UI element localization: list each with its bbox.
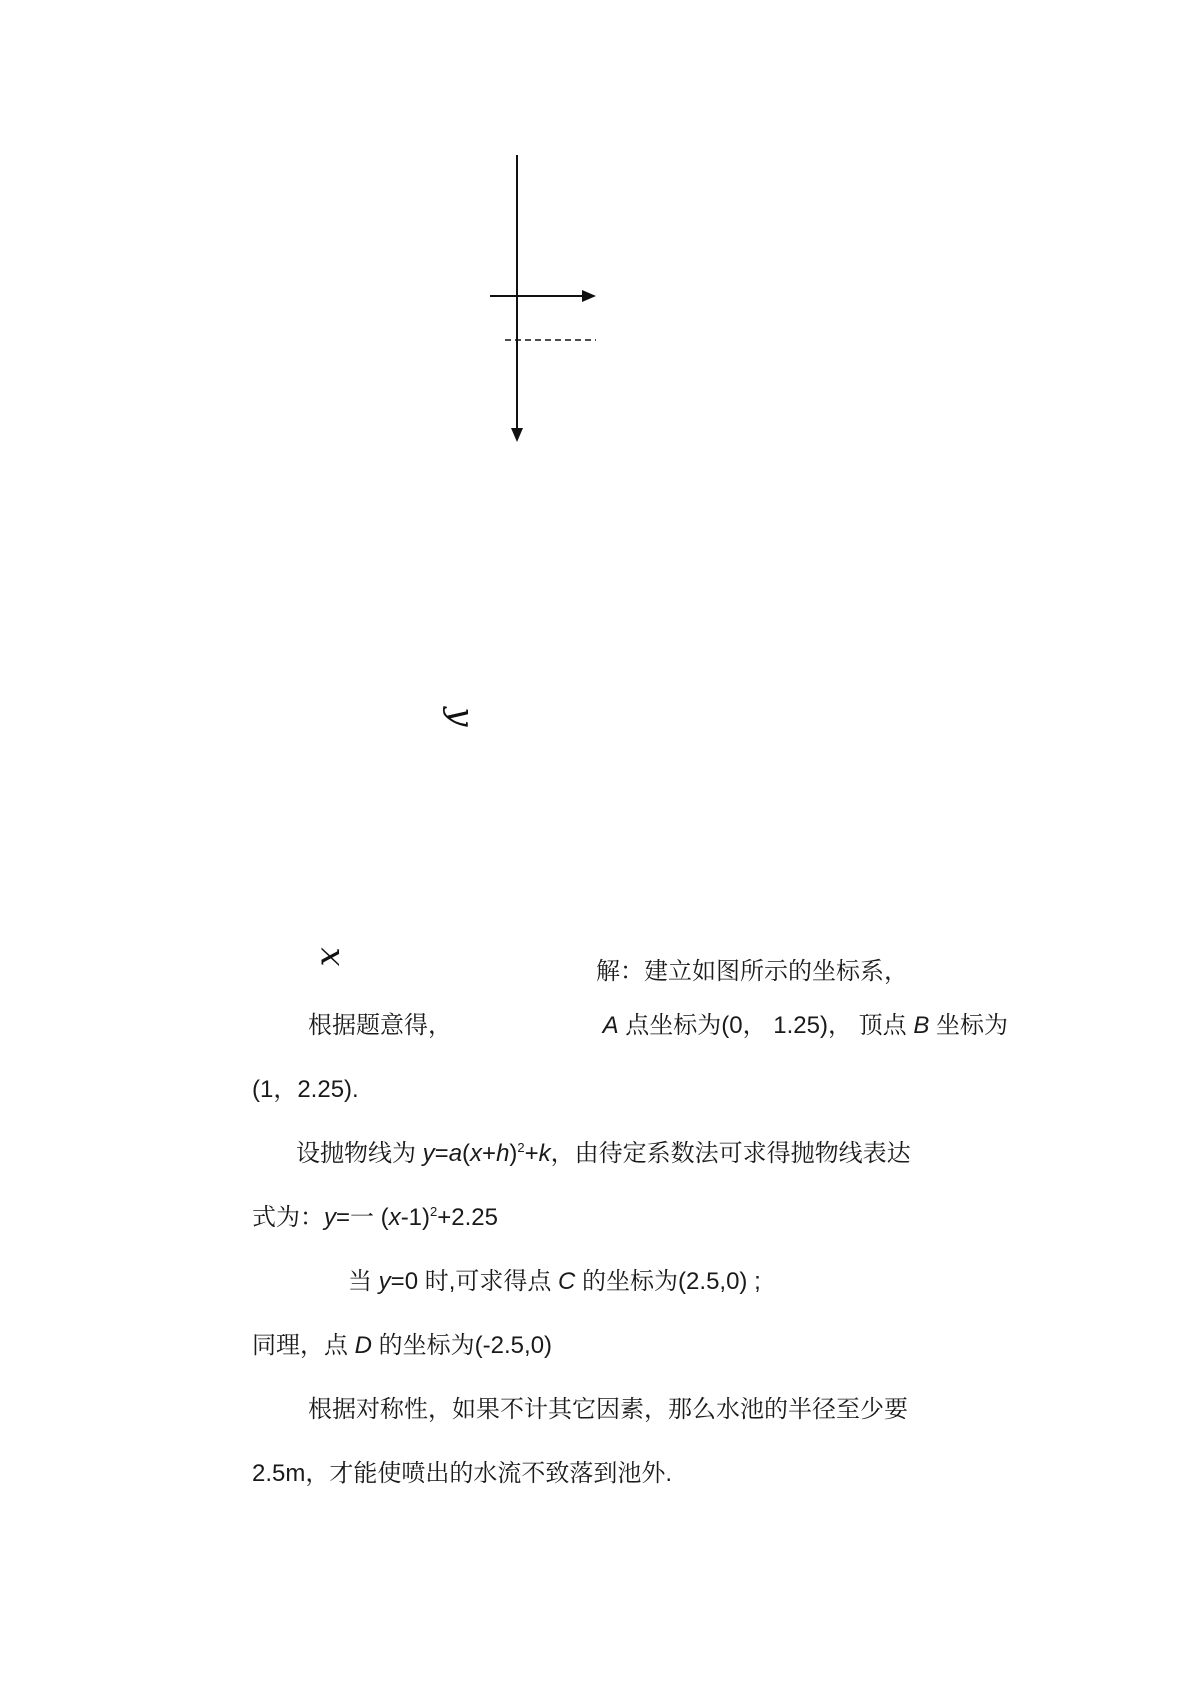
solution-line-2 — [308, 1010, 1008, 1041]
line5-prefix: 式为： — [252, 1204, 324, 1231]
var-h: h — [496, 1140, 510, 1167]
x-axis-label: x — [312, 947, 353, 967]
point-b-label: B — [913, 1012, 930, 1039]
line2-text-b: 点坐标为(0， 1.25)， 顶点 — [618, 1012, 914, 1039]
solution-line-5 — [252, 1202, 498, 1233]
line6-mid: =0 时,可求得点 — [390, 1268, 559, 1295]
solution-line-4 — [296, 1138, 911, 1169]
line5-mid: -1) — [400, 1204, 431, 1231]
solution-line-1: 解：建立如图所示的坐标系， — [596, 958, 908, 985]
var-x: x — [470, 1140, 483, 1167]
open-paren: ( — [462, 1140, 471, 1167]
y-axis-label: y — [441, 707, 482, 727]
line2-text-a: 根据题意得， — [308, 1012, 452, 1039]
solution-line-6 — [348, 1266, 761, 1297]
line2-text-c: 坐标为 — [929, 1012, 1008, 1039]
point-a-label: A — [602, 1012, 619, 1039]
point-d-label: D — [354, 1332, 373, 1359]
close-paren: ) — [509, 1140, 518, 1167]
var-k: k — [538, 1140, 551, 1167]
var-y: y — [422, 1140, 435, 1167]
point-c-label: C — [558, 1268, 576, 1295]
plus-sign: + — [482, 1140, 497, 1167]
down-arrowhead — [511, 428, 523, 442]
var-a: a — [448, 1140, 463, 1167]
line6-suffix: 的坐标为(2.5,0) ; — [575, 1268, 761, 1295]
right-arrowhead — [582, 290, 596, 302]
line6-prefix: 当 — [348, 1268, 379, 1295]
var-x: x — [388, 1204, 401, 1231]
plus-sign-k: + — [524, 1140, 539, 1167]
solution-line-3: (1，2.25). — [252, 1076, 359, 1103]
line7-prefix: 同理，点 — [252, 1332, 355, 1359]
equals-sign: =一 ( — [336, 1204, 389, 1231]
solution-line-8: 根据对称性，如果不计其它因素，那么水池的半径至少要 — [308, 1396, 908, 1423]
line7-suffix: 的坐标为(-2.5,0) — [372, 1332, 553, 1359]
equals-sign: = — [434, 1140, 449, 1167]
exponent: 2 — [517, 1140, 525, 1155]
var-y: y — [324, 1204, 336, 1231]
line4-suffix: ，由待定系数法可求得抛物线表达 — [550, 1140, 911, 1167]
solution-line-7 — [252, 1330, 552, 1361]
solution-line-9: 2.5m，才能使喷出的水流不致落到池外. — [252, 1460, 673, 1487]
exponent: 2 — [430, 1204, 438, 1219]
var-y: y — [378, 1268, 391, 1295]
line4-prefix: 设抛物线为 — [296, 1140, 423, 1167]
line5-suffix: +2.25 — [437, 1204, 498, 1231]
